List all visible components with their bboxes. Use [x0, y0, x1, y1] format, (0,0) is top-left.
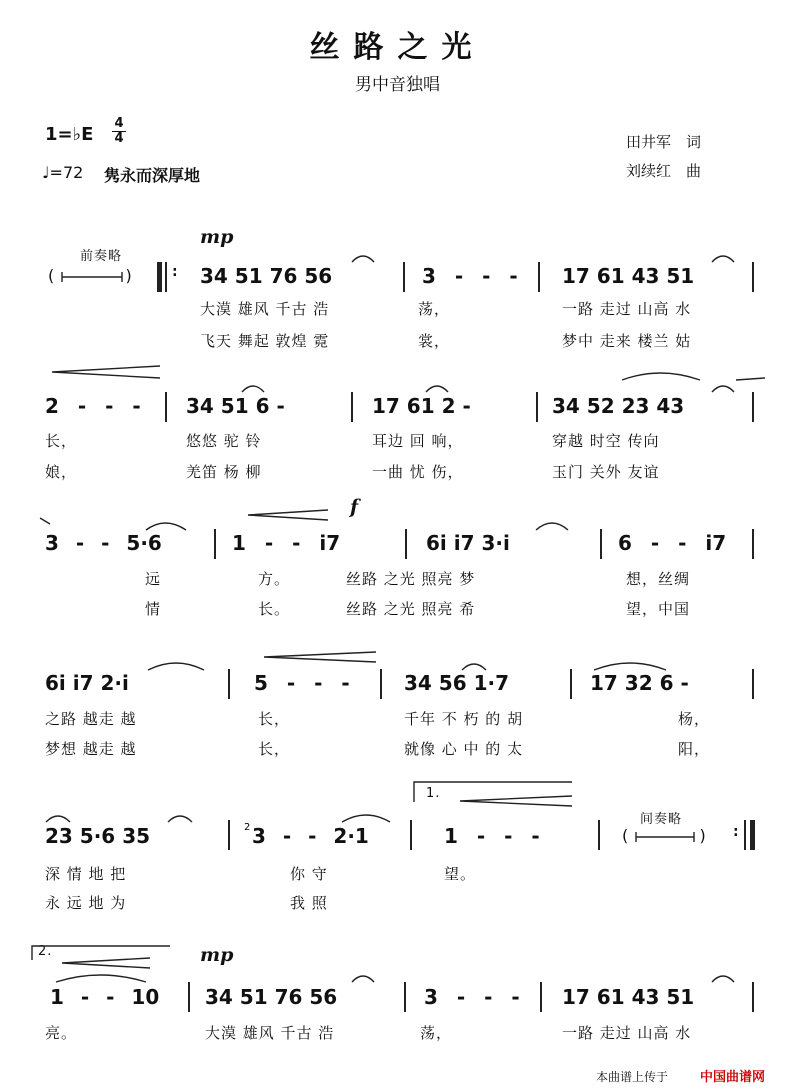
slur	[168, 816, 192, 822]
slur	[712, 976, 734, 982]
lyric-verse1: 之路 越走 越	[45, 710, 137, 728]
lyric-verse1: 大漠 雄风 千古 浩	[205, 1024, 335, 1042]
footer-site-logo: 中国曲谱网	[700, 1070, 766, 1085]
lyric-verse2: 阳，	[678, 740, 711, 758]
decrescendo-hairpin	[52, 366, 160, 378]
measure-notes: 3 - - -	[422, 264, 518, 288]
lyric-verse2: 丝路 之光 照亮 希	[346, 600, 476, 618]
lyric-verse2: 梦中 走来 楼兰 姑	[562, 332, 692, 350]
measure-notes: 1 - - 10	[50, 985, 160, 1009]
key-signature: 1=♭E	[45, 124, 94, 145]
measure-notes: 17 61 43 51	[562, 264, 695, 288]
footer-uploaded: 本曲谱上传于	[596, 1070, 669, 1084]
measure-notes: 17 32 6 -	[590, 671, 689, 695]
slur	[46, 816, 70, 822]
slur	[148, 663, 204, 670]
interlude-bracket: ( )	[622, 826, 706, 845]
song-subtitle: 男中音独唱	[355, 75, 440, 95]
repeat-dots: :	[172, 264, 178, 280]
decrescendo-hairpin	[62, 958, 150, 968]
lyric-verse1: 亮。	[45, 1024, 78, 1042]
slur	[536, 523, 568, 530]
slur	[594, 663, 666, 670]
dynamic-f: f	[350, 496, 359, 518]
tempo-marking: ♩=72	[42, 163, 84, 182]
lyric-verse1: 大漠 雄风 千古 浩	[200, 300, 330, 318]
lyric-verse1: 荡，	[420, 1024, 453, 1042]
measure-notes: 34 51 76 56	[205, 985, 338, 1009]
slur	[712, 256, 734, 262]
slur	[622, 373, 700, 380]
measure-notes: 6i i7 2·i	[45, 671, 129, 695]
slur	[242, 386, 264, 392]
slur	[352, 256, 374, 262]
lyric-verse1: 悠悠 驼 铃	[186, 432, 262, 450]
lyric-verse2: 我 照	[290, 894, 328, 912]
measure-notes: 23 5·6 35	[45, 824, 151, 848]
slur	[352, 976, 374, 982]
lyric-verse2: 飞天 舞起 敦煌 霓	[200, 332, 330, 350]
lyric-verse2: 就像 心 中 的 太	[404, 740, 524, 758]
tie-continue	[736, 378, 765, 380]
lyric-verse2: 梦想 越走 越	[45, 740, 137, 758]
measure-notes: 3 - - 2·1	[252, 824, 369, 848]
lyric-verse1: 一路 走过 山高 水	[562, 1024, 692, 1042]
dynamic-mp: mp	[200, 226, 234, 248]
measure-notes: 34 56 1·7	[404, 671, 510, 695]
lyric-verse2: 望，中国	[626, 600, 691, 618]
lyric-verse2: 娘，	[45, 463, 78, 481]
measure-notes: 1 - - -	[444, 824, 540, 848]
measure-notes: 17 61 43 51	[562, 985, 695, 1009]
decrescendo-hairpin	[460, 796, 572, 806]
slur	[342, 815, 390, 822]
slur	[146, 523, 186, 530]
lyric-verse2: 裳，	[418, 332, 451, 350]
volta-2-label: 2.	[38, 944, 53, 959]
lyric-verse1: 你 守	[290, 865, 328, 883]
measure-notes: 3 - - 5·6	[45, 531, 162, 555]
slur	[426, 386, 448, 392]
decrescendo-hairpin	[264, 652, 376, 662]
lyric-verse1: 远	[145, 570, 162, 588]
volta-1-label: 1.	[426, 786, 441, 801]
slur	[712, 386, 734, 392]
tie-end	[40, 518, 50, 524]
repeat-dots: :	[733, 824, 739, 840]
measure-notes: 1 - - i7	[232, 531, 341, 555]
time-sig-bottom: 4	[112, 131, 126, 146]
lyric-verse2: 玉门 关外 友谊	[552, 463, 660, 481]
breath-mark: 2	[244, 822, 251, 833]
lyric-verse1: 一路 走过 山高 水	[562, 300, 692, 318]
lyric-verse2: 永 远 地 为	[45, 894, 127, 912]
measure-notes: 34 51 76 56	[200, 264, 333, 288]
crescendo-hairpin	[248, 510, 328, 520]
measure-notes: 5 - - -	[254, 671, 350, 695]
lyric-verse1: 丝路 之光 照亮 梦	[346, 570, 476, 588]
time-sig-top: 4	[114, 116, 124, 131]
lyric-verse1: 杨，	[678, 710, 711, 728]
lyric-verse2: 一曲 忧 伤，	[372, 463, 464, 481]
lyric-verse2: 长。	[258, 600, 291, 618]
composer-credit: 刘续红 曲	[626, 162, 702, 180]
interlude-label: 间奏略	[640, 812, 683, 827]
measure-notes: 6 - - i7	[618, 531, 727, 555]
measure-notes: 2 - - -	[45, 394, 141, 418]
lyric-verse1: 长，	[45, 432, 78, 450]
lyric-verse1: 穿越 时空 传向	[552, 432, 660, 450]
measure-notes: 3 - - -	[424, 985, 520, 1009]
lyric-verse2: 长，	[258, 740, 291, 758]
lyric-verse1: 深 情 地 把	[45, 865, 127, 883]
measure-notes: 6i i7 3·i	[426, 531, 510, 555]
prelude-label: 前奏略	[80, 249, 123, 264]
lyric-verse1: 望。	[444, 865, 477, 883]
lyric-verse1: 长，	[258, 710, 291, 728]
dynamic-mp: mp	[200, 944, 234, 966]
expression-marking: 隽永而深厚地	[104, 166, 201, 185]
slur	[462, 664, 486, 670]
slur	[56, 975, 146, 982]
lyric-verse1: 千年 不 朽 的 胡	[404, 710, 524, 728]
lyricist-credit: 田井军 词	[626, 133, 702, 151]
song-title: 丝路之光	[309, 30, 486, 65]
prelude-bracket: ( )	[48, 266, 132, 285]
measure-notes: 17 61 2 -	[372, 394, 471, 418]
lyric-verse2: 羌笛 杨 柳	[186, 463, 262, 481]
measure-notes: 34 52 23 43	[552, 394, 685, 418]
lyric-verse2: 情	[145, 600, 162, 618]
lyric-verse1: 方。	[258, 570, 291, 588]
lyric-verse1: 想，丝绸	[626, 570, 691, 588]
lyric-verse1: 耳边 回 响，	[372, 432, 464, 450]
measure-notes: 34 51 6 -	[186, 394, 285, 418]
lyric-verse1: 荡，	[418, 300, 451, 318]
